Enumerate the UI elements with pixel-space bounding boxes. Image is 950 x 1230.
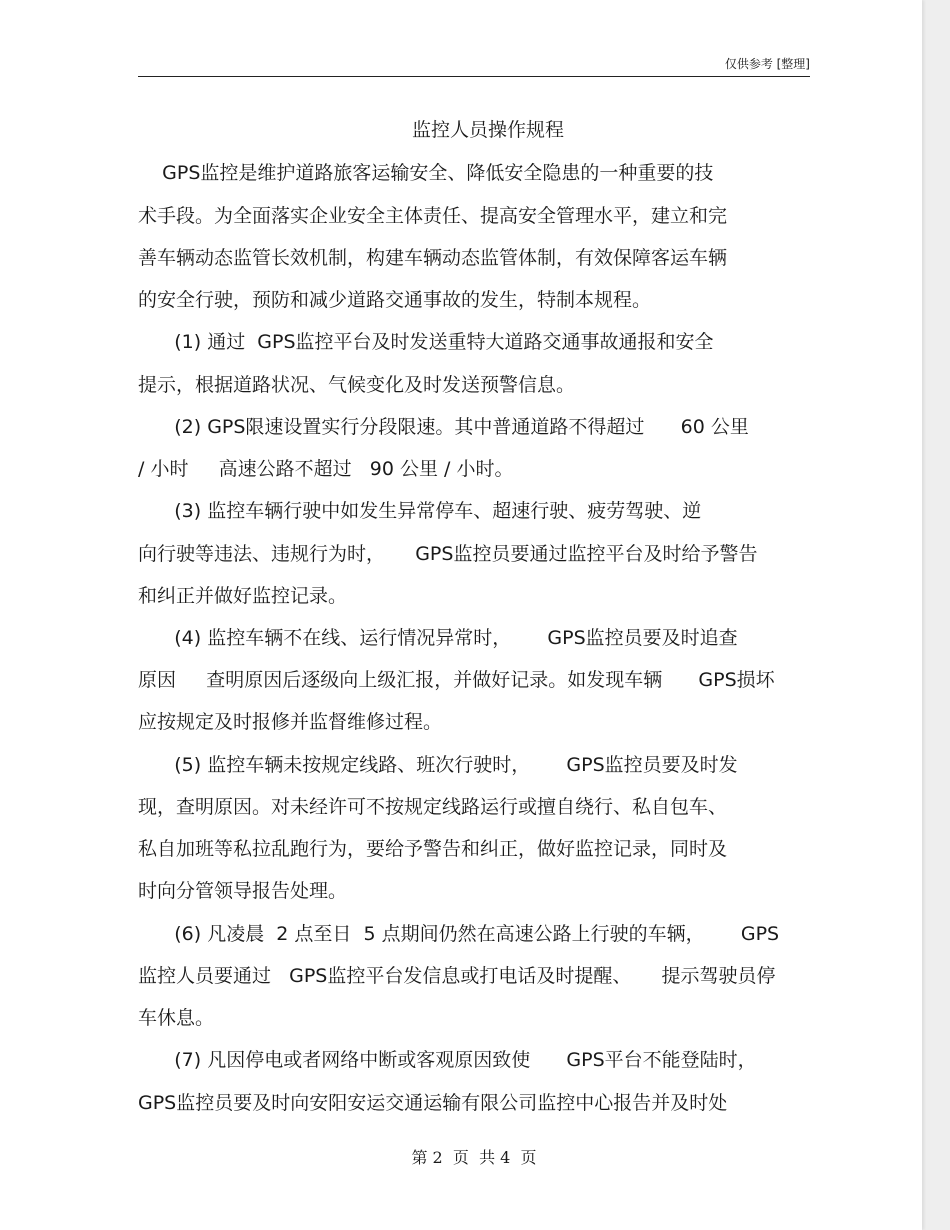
body-line: (6) 凡凌晨 2 点至日 5 点期间仍然在高速公路上行驶的车辆， GPS xyxy=(138,923,780,945)
body-line: 善车辆动态监管长效机制，构建车辆动态监管体制，有效保障客运车辆 xyxy=(138,247,728,269)
body-line: (7) 凡因停电或者网络中断或客观原因致使 GPS平台不能登陆时， xyxy=(138,1049,757,1071)
body-line: 现，查明原因。对未经许可不按规定线路运行或擅自绕行、私自包车、 xyxy=(138,796,728,818)
body-line: (2) GPS限速设置实行分段限速。其中普通道路不得超过 60 公里 xyxy=(138,416,749,438)
body-line: (3) 监控车辆行驶中如发生异常停车、超速行驶、疲劳驾驶、逆 xyxy=(138,500,702,522)
body-line: 提示，根据道路状况、气候变化及时发送预警信息。 xyxy=(138,374,576,396)
page-header: 仅供参考 [整理] xyxy=(138,52,810,77)
body-line: 私自加班等私拉乱跑行为，要给予警告和纠正，做好监控记录，同时及 xyxy=(138,838,728,860)
document-title: 监控人员操作规程 xyxy=(411,119,564,141)
body-line: 和纠正并做好监控记录。 xyxy=(138,585,348,607)
body-line: (4) 监控车辆不在线、运行情况异常时， GPS监控员要及时追查 xyxy=(138,627,738,649)
body-line: / 小时 高速公路不超过 90 公里 / 小时。 xyxy=(138,458,514,480)
body-line: GPS监控是维护道路旅客运输安全、降低安全隐患的一种重要的技 xyxy=(138,162,714,184)
body-line: (5) 监控车辆未按规定线路、班次行驶时， GPS监控员要及时发 xyxy=(138,754,738,776)
body-line: 应按规定及时报修并监督维修过程。 xyxy=(138,711,443,733)
body-line: 术手段。为全面落实企业安全主体责任、提高安全管理水平，建立和完 xyxy=(138,205,728,227)
page-number-footer: 第 2 页 共 4 页 xyxy=(411,1148,537,1167)
body-line: 原因 查明原因后逐级向上级汇报，并做好记录。如发现车辆 GPS损坏 xyxy=(138,669,775,691)
body-line: (1) 通过 GPS监控平台及时发送重特大道路交通事故通报和安全 xyxy=(138,331,714,353)
body-line: 时向分管领导报告处理。 xyxy=(138,880,348,902)
body-line: 的安全行驶，预防和减少道路交通事故的发生，特制本规程。 xyxy=(138,289,652,311)
body-line: 监控人员要通过 GPS监控平台发信息或打电话及时提醒、 提示驾驶员停 xyxy=(138,965,776,987)
body-line: 车休息。 xyxy=(138,1007,215,1029)
body-line: 向行驶等违法、违规行为时， GPS监控员要通过监控平台及时给予警告 xyxy=(138,543,758,565)
body-line: GPS监控员要及时向安阳安运交通运输有限公司监控中心报告并及时处 xyxy=(138,1092,728,1114)
